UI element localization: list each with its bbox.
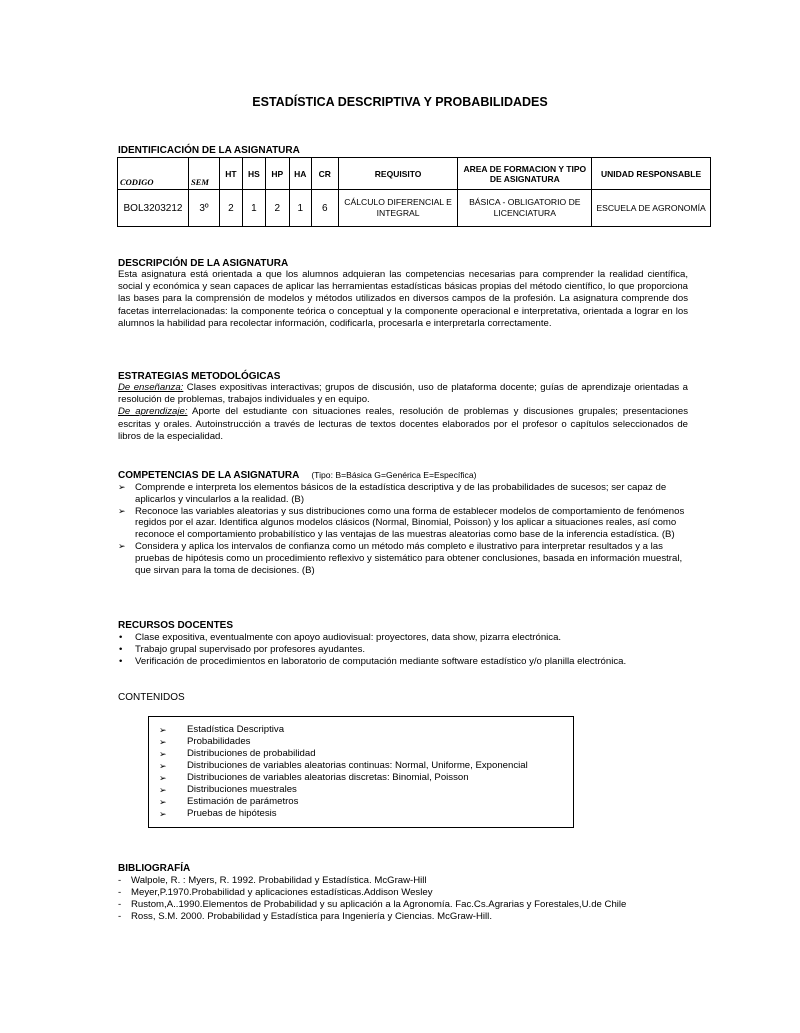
dash-icon: -: [118, 875, 122, 886]
cell-ht: 2: [219, 190, 242, 227]
header-ht: HT: [219, 158, 242, 190]
arrow-bullet-icon: ➢: [159, 797, 167, 807]
identificacion-heading: IDENTIFICACIÓN DE LA ASIGNATURA: [118, 145, 300, 156]
list-item: ➢ Considera y aplica los intervalos de confianza como un método más completo e ilustrativo para interpretar resultados y a las pruebas de hipótesis como un procedimiento reflexivo y sistemático para obtener conclusiones, basada en información muestral, que sirvan para la toma de decisiones. (B): [118, 540, 683, 576]
dash-icon: -: [118, 887, 122, 898]
list-item: - Walpole, R. : Myers, R. 1992. Probabilidad y Estadística. McGraw-Hill: [118, 875, 427, 886]
list-item: ➢ Estimación de parámetros: [159, 796, 299, 807]
recursos-list: [118, 632, 688, 668]
list-item: ➢ Reconoce las variables aleatorias y sus distribuciones como una forma de establecer modelos de comportamiento de fenómenos regidos por el azar. Identifica algunos modelos clásicos (Normal, Binomial, Poisson) y los aplicar a situaciones reales, así como reconoce el comportamiento probabilístico y las ventajas de las muestras aleatorias como base de la inferencia estadística. (B): [118, 505, 685, 541]
arrow-bullet-icon: ➢: [159, 725, 167, 735]
header-hs: HS: [242, 158, 265, 190]
competencias-heading: [118, 470, 477, 481]
descripcion-text: Esta asignatura está orientada a que los alumnos adquieran las competencias necesarias para comprender la realidad científica, social y económica y sean capaces de aplicar las herramientas estadísticas básicas propias del método científico, lo que proporciona las bases para la comprensión de modelos y métodos utilizados en diversos campos de la profesión. La asignatura comprende dos facetas interrelacionadas: la componente teórica o conceptual y la componente operacional e interpretativa, orientada a lograr en los alumnos la habilidad para recolectar información, codificarla, procesarla e interpretarla correctamente.: [118, 269, 688, 329]
list-item: ➢ Pruebas de hipótesis: [159, 808, 277, 819]
list-item: • Clase expositiva, eventualmente con apoyo audiovisual: proyectores, data show, pizarra electrónica.: [119, 632, 562, 643]
ensenanza-label: De enseñanza:: [118, 382, 184, 393]
cell-sem: 3º: [188, 190, 219, 227]
cell-cr: 6: [311, 190, 338, 227]
bibliografia-list: [118, 875, 626, 923]
table-header-row: [118, 158, 711, 190]
header-hp: HP: [265, 158, 289, 190]
arrow-bullet-icon: ➢: [118, 540, 126, 551]
list-item: ➢ Comprende e interpreta los elementos básicos de la estadística descriptiva y de las probabilidades de sucesos; ser capaz de aplicarlos y vincularlos a la realidad. (B): [118, 482, 667, 505]
arrow-bullet-icon: ➢: [159, 809, 167, 819]
bullet-icon: •: [119, 644, 123, 655]
header-requisito: REQUISITO: [338, 158, 458, 190]
competencias-title: COMPETENCIAS DE LA ASIGNATURA: [118, 470, 300, 481]
recursos-heading: RECURSOS DOCENTES: [118, 620, 234, 631]
list-item: ➢ Probabilidades: [159, 736, 251, 747]
arrow-bullet-icon: ➢: [159, 737, 167, 747]
list-item: ➢ Distribuciones de variables aleatorias discretas: Binomial, Poisson: [159, 772, 469, 783]
cell-area: BÁSICA - OBLIGATORIO DE LICENCIATURA: [458, 190, 592, 227]
list-item: • Verificación de procedimientos en laboratorio de computación mediante software estadístico y/o planilla electrónica.: [119, 656, 627, 667]
estrategias-block: [118, 382, 688, 443]
list-item: ➢ Distribuciones de variables aleatorias continuas: Normal, Uniforme, Exponencial: [159, 760, 528, 771]
arrow-bullet-icon: ➢: [159, 773, 167, 783]
estrategias-ensenanza: [118, 382, 688, 406]
header-ha: HA: [289, 158, 311, 190]
list-item: ➢ Distribuciones muestrales: [159, 784, 297, 795]
aprendizaje-label: De aprendizaje:: [118, 406, 188, 418]
cell-hs: 1: [242, 190, 265, 227]
list-item: - Ross, S.M. 2000. Probabilidad y Estadística para Ingeniería y Ciencias. McGraw-Hill.: [118, 911, 492, 922]
header-area: AREA DE FORMACION Y TIPO DE ASIGNATURA: [458, 158, 592, 190]
contenidos-list: [159, 724, 528, 820]
contenidos-heading: CONTENIDOS: [118, 692, 185, 703]
cell-ha: 1: [289, 190, 311, 227]
list-item: • Trabajo grupal supervisado por profesores ayudantes.: [119, 644, 366, 655]
estrategias-heading: ESTRATEGIAS METODOLÓGICAS: [118, 371, 281, 382]
cell-hp: 2: [265, 190, 289, 227]
arrow-bullet-icon: ➢: [159, 785, 167, 795]
cell-unidad: ESCUELA DE AGRONOMÍA: [592, 190, 711, 227]
list-item: ➢ Estadística Descriptiva: [159, 724, 285, 735]
header-unidad: UNIDAD RESPONSABLE: [592, 158, 711, 190]
bullet-icon: •: [119, 656, 123, 667]
header-codigo: CODIGO: [118, 158, 189, 190]
bullet-icon: •: [119, 632, 123, 643]
descripcion-heading: DESCRIPCIÓN DE LA ASIGNATURA: [118, 258, 289, 269]
arrow-bullet-icon: ➢: [159, 749, 167, 759]
list-item: ➢ Distribuciones de probabilidad: [159, 748, 316, 759]
header-sem: SEM: [188, 158, 219, 190]
header-cr: CR: [311, 158, 338, 190]
cell-requisito: CÁLCULO DIFERENCIAL E INTEGRAL: [338, 190, 458, 227]
arrow-bullet-icon: ➢: [159, 761, 167, 771]
cell-codigo: BOL3203212: [118, 190, 189, 227]
competencias-list: [118, 482, 688, 576]
contenidos-box: [148, 716, 574, 828]
competencias-tipo: (Tipo: B=Básica G=Genérica E=Específica): [311, 470, 477, 480]
arrow-bullet-icon: ➢: [118, 505, 126, 516]
list-item: - Meyer,P.1970.Probabilidad y aplicaciones estadísticas.Addison Wesley: [118, 887, 433, 898]
estrategias-aprendizaje: [118, 406, 688, 443]
identificacion-table: [117, 157, 711, 227]
dash-icon: -: [118, 899, 122, 910]
dash-icon: -: [118, 911, 122, 922]
page-title: ESTADÍSTICA DESCRIPTIVA Y PROBABILIDADES: [252, 95, 548, 109]
arrow-bullet-icon: ➢: [118, 482, 126, 492]
aprendizaje-text: Aporte del estudiante con situaciones reales, resolución de problemas y discusiones grupales; presentaciones escritas y orales. Autoinstrucción a través de lecturas de textos docentes elaborados por el profesor o capítulos seleccionados de libros de la especialidad.: [118, 406, 688, 442]
bibliografia-heading: BIBLIOGRAFÍA: [118, 863, 191, 874]
table-row: [118, 190, 711, 227]
list-item: - Rustom,A..1990.Elementos de Probabilidad y su aplicación a la Agronomía. Fac.Cs.Agrarias y Forestales,U.de Chile: [118, 899, 627, 910]
ensenanza-text: Clases expositivas interactivas; grupos de discusión, uso de plataforma docente; guías de aprendizaje orientadas a resolución de problemas, trabajos individuales y en equipo.: [118, 382, 688, 406]
